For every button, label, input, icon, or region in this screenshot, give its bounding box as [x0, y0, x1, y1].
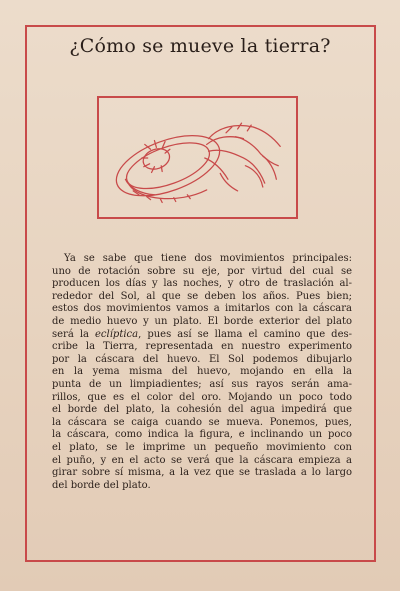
body-line: la cáscara, como indica la figura, e inclinando un poco	[52, 429, 352, 441]
body-line: rillos, que es el color del oro. Mojando un poco todo	[52, 391, 352, 403]
body-text	[52, 253, 352, 492]
body-line: el plato, se le imprime un pequeño movimiento con	[52, 441, 352, 453]
body-line: el borde del plato, la cohesión del agua impedirá que	[52, 404, 352, 416]
body-line: del borde del plato.	[52, 479, 151, 491]
body-line: Ya se sabe que tiene dos movimientos principales:	[64, 253, 352, 264]
body-line: producen los días y las noches, y otro de traslación al-	[52, 278, 352, 290]
body-line: uno de rotación sobre su eje, por virtud del cual se	[52, 265, 352, 277]
body-line: cribe la Tierra, representada en nuestro experimento	[52, 341, 352, 353]
body-line: en la yema misma del huevo, mojando en ella la	[52, 366, 352, 378]
body-line: rededor del Sol, al que se deben los años. Pues bien;	[52, 290, 352, 302]
body-line: será la eclíptica, pues así se llama el camino que des-	[52, 328, 352, 340]
body-line: el puño, y en el acto se verá que la cáscara empieza a	[52, 454, 352, 466]
body-line: por la cáscara del huevo. El Sol podemos dibujarlo	[52, 353, 352, 365]
body-line: girar sobre sí misma, a la vez que se traslada a lo largo	[52, 467, 352, 479]
body-line: la cáscara se caiga cuando se mueva. Ponemos, pues,	[52, 416, 352, 428]
body-line: estos dos movimientos vamos a imitarlos con la cáscara	[52, 303, 352, 315]
illustration-frame	[97, 96, 298, 219]
body-line: punta de un limpiadientes; así sus rayos serán ama-	[52, 378, 352, 390]
page-title: ¿Cómo se mueve la tierra?	[69, 35, 331, 57]
egg-shell-on-plate-hand-illustration	[99, 98, 296, 217]
body-line: de medio huevo y un plato. El borde exterior del plato	[52, 315, 352, 327]
